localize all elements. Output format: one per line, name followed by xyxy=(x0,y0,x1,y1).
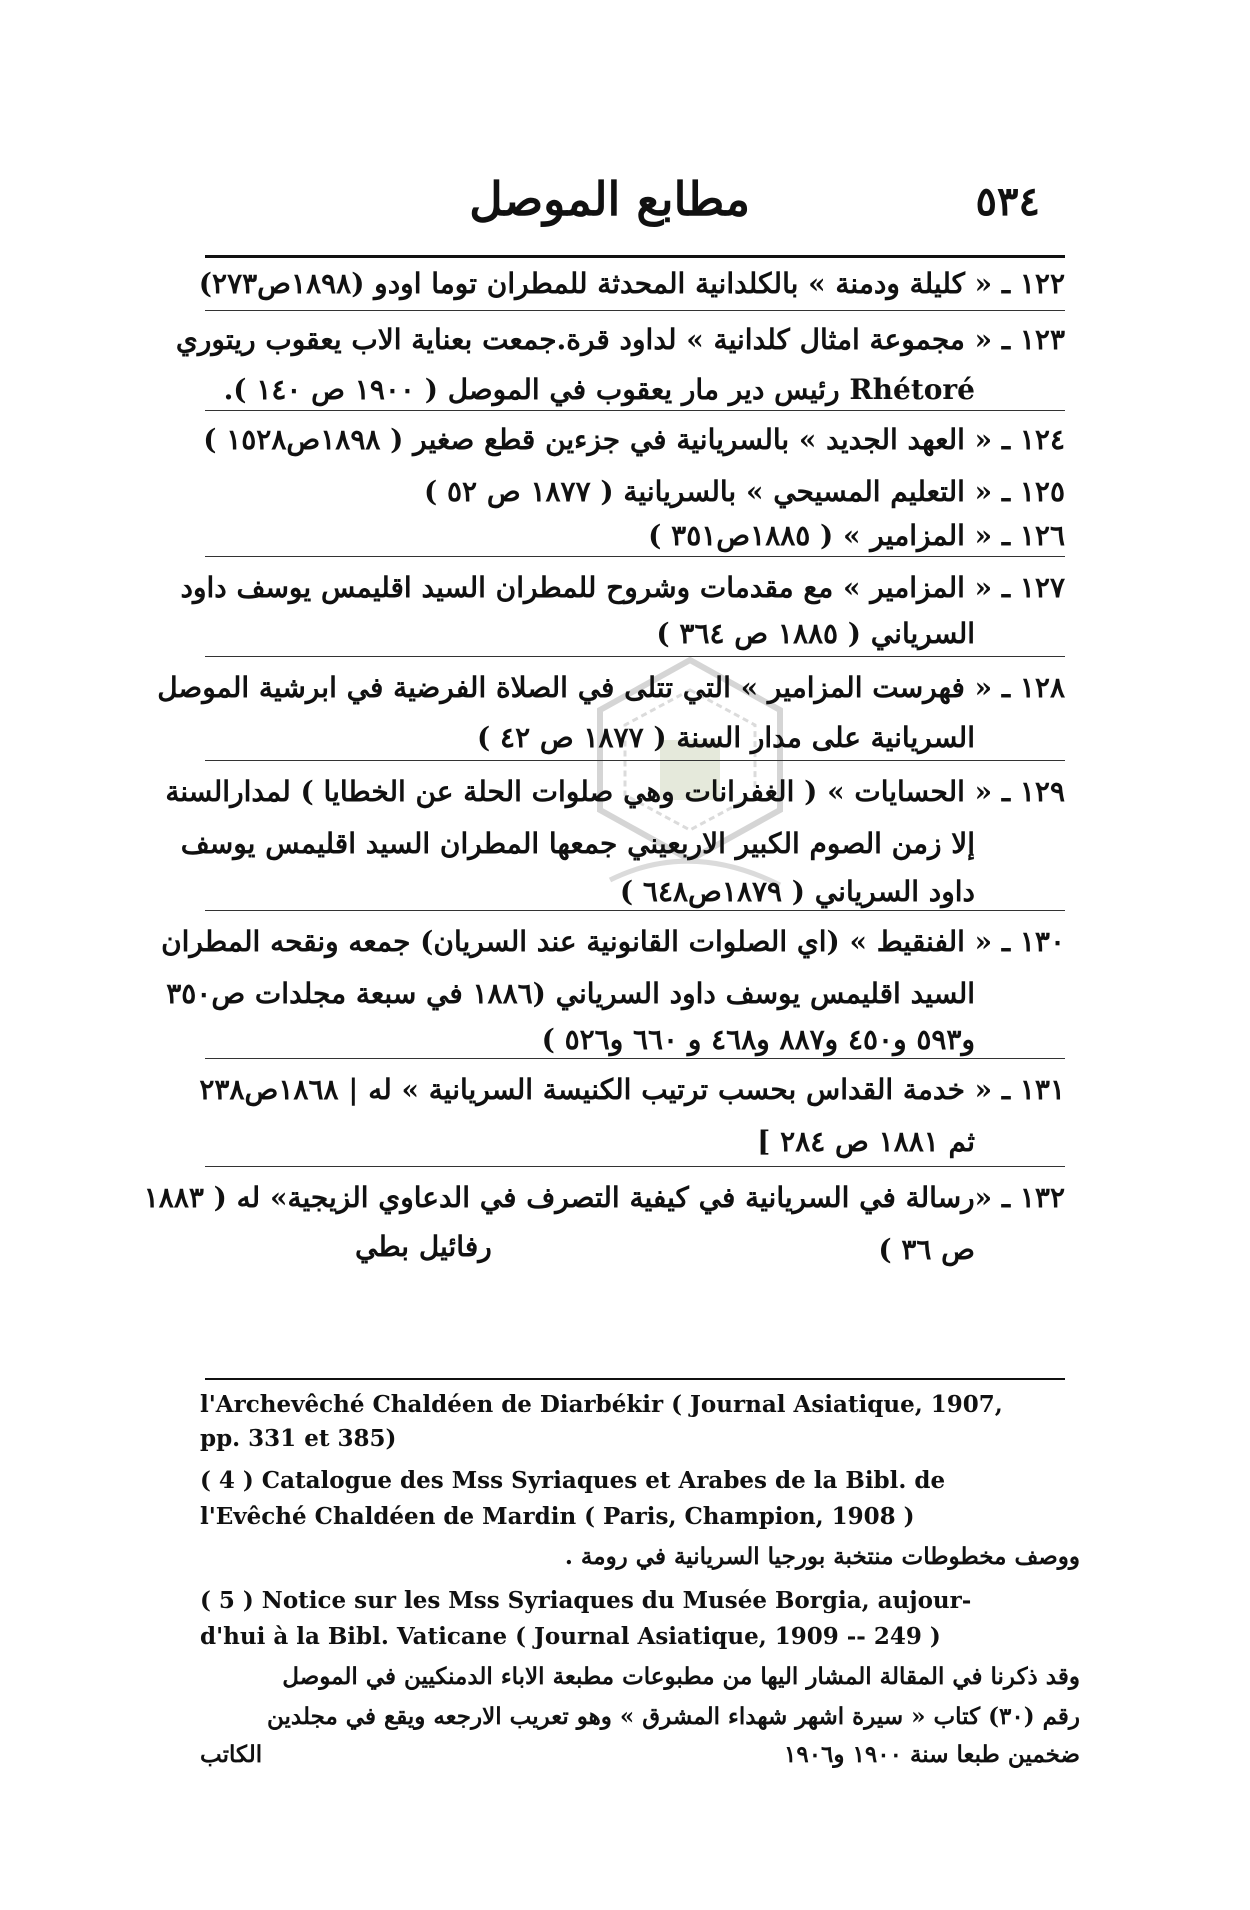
footnote-line: d'hui à la Bibl. Vaticane ( Journal Asiatique, 1909 -- 249 ) xyxy=(200,1623,941,1650)
footnote-line: ( 4 ) Catalogue des Mss Syriaques et Arabes de la Bibl. de xyxy=(200,1467,946,1494)
entry-separator xyxy=(205,760,1065,761)
entry-separator xyxy=(205,656,1065,657)
entry-line: داود السرياني ( ١٨٧٩ص٦٤٨ ) xyxy=(619,875,975,908)
entry-separator xyxy=(205,410,1065,411)
entry-separator xyxy=(205,310,1065,311)
footnote-line: ووصف مخطوطات منتخبة بورجيا السريانية في رومة . xyxy=(564,1543,1080,1570)
entry-separator xyxy=(205,1058,1065,1059)
entry-line: Rhétoré رئيس دير مار يعقوب في الموصل ( ١٩٠٠ ص ١٤٠ ). xyxy=(223,373,975,406)
entry-separator xyxy=(205,910,1065,911)
page-number: ٥٣٤ xyxy=(975,178,1040,225)
entry-line: ١٢٦ ـ « المزامير » ( ١٨٨٥ص٣٥١ ) xyxy=(648,519,1065,552)
author-signature: رفائيل بطي xyxy=(355,1230,492,1263)
entry-line: إلا زمن الصوم الكبير الاربعيني جمعها المطران السيد اقليمس يوسف xyxy=(180,827,975,860)
entry-line: ١٢٣ ـ « مجموعة امثال كلدانية » لداود قرة.جمعت بعناية الاب يعقوب ريتوري xyxy=(175,323,1065,356)
running-title: مطابع الموصل xyxy=(469,172,750,226)
entry-line: ١٢٤ ـ « العهد الجديد » بالسريانية في جزءين قطع صغير ( ١٨٩٨ص١٥٢٨ ) xyxy=(203,423,1065,456)
footnotes xyxy=(200,1388,1080,1818)
entry-line: ١٣٢ ـ «رسالة في السريانية في كيفية التصرف في الدعاوي الزيجية» له ( ١٨٨٣ xyxy=(143,1181,1065,1214)
entry-line: ١٢٩ ـ « الحسايات » ( الغفرانات وهي صلوات الحلة عن الخطايا ) لمدارالسنة xyxy=(165,775,1065,808)
entry-line: ١٢٨ ـ « فهرست المزامير » التي تتلى في الصلاة الفرضية في ابرشية الموصل xyxy=(157,671,1065,704)
entry-line: ١٣١ ـ « خدمة القداس بحسب ترتيب الكنيسة السريانية » له | ١٨٦٨ص٢٣٨ xyxy=(199,1073,1065,1106)
footnote-line: ضخمين طبعا سنة ١٩٠٠ و١٩٠٦ xyxy=(783,1741,1080,1768)
footnote-line: ( 5 ) Notice sur les Mss Syriaques du Musée Borgia, aujour- xyxy=(200,1587,972,1614)
footnote-line: رقم (٣٠) كتاب « سيرة اشهر شهداء المشرق » وهو تعريب الارجعه ويقع في مجلدين xyxy=(267,1703,1080,1730)
footnote-line: l'Evêché Chaldéen de Mardin ( Paris, Champion, 1908 ) xyxy=(200,1503,915,1530)
entry-line: ١٣٠ ـ « الفنقيط » (اي الصلوات القانونية عند السريان) جمعه ونقحه المطران xyxy=(161,925,1065,958)
entry-separator xyxy=(205,1166,1065,1167)
footnote-line: l'Archevêché Chaldéen de Diarbékir ( Journal Asiatique, 1907, xyxy=(200,1391,1003,1418)
entry-separator xyxy=(205,556,1065,557)
entry-line: السريانية على مدار السنة ( ١٨٧٧ ص ٤٢ ) xyxy=(477,721,975,754)
entry-line: ثم ١٨٨١ ص ٢٨٤ ] xyxy=(757,1125,975,1158)
footnote-line: pp. 331 et 385) xyxy=(200,1425,397,1452)
entry-line: ص ٣٦ ) xyxy=(878,1233,975,1266)
entry-line: ١٢٥ ـ « التعليم المسيحي » بالسريانية ( ١٨٧٧ ص ٥٢ ) xyxy=(424,475,1065,508)
footnote-line: وقد ذكرنا في المقالة المشار اليها من مطبوعات مطبعة الاباء الدمنكيين في الموصل xyxy=(282,1663,1080,1690)
entry-line: السرياني ( ١٨٨٥ ص ٣٦٤ ) xyxy=(656,617,975,650)
entry-line: و٥٩٣ و٤٥٠ و٨٨٧ و٤٦٨ و ٦٦٠ و٥٢٦ ) xyxy=(541,1023,975,1056)
footnote-signature: الكاتب xyxy=(200,1741,263,1768)
page-header xyxy=(200,160,1050,250)
entries-list xyxy=(143,258,1065,1378)
entry-line: ١٢٧ ـ « المزامير » مع مقدمات وشروح للمطران السيد اقليمس يوسف داود xyxy=(180,571,1065,604)
entry-line: ١٢٢ ـ « كليلة ودمنة » بالكلدانية المحدثة للمطران توما اودو (١٨٩٨ص٢٧٣) xyxy=(198,267,1065,300)
footnote-rule xyxy=(205,1378,1065,1380)
entry-line: السيد اقليمس يوسف داود السرياني (١٨٨٦ في سبعة مجلدات ص٣٥٠ xyxy=(166,977,975,1010)
